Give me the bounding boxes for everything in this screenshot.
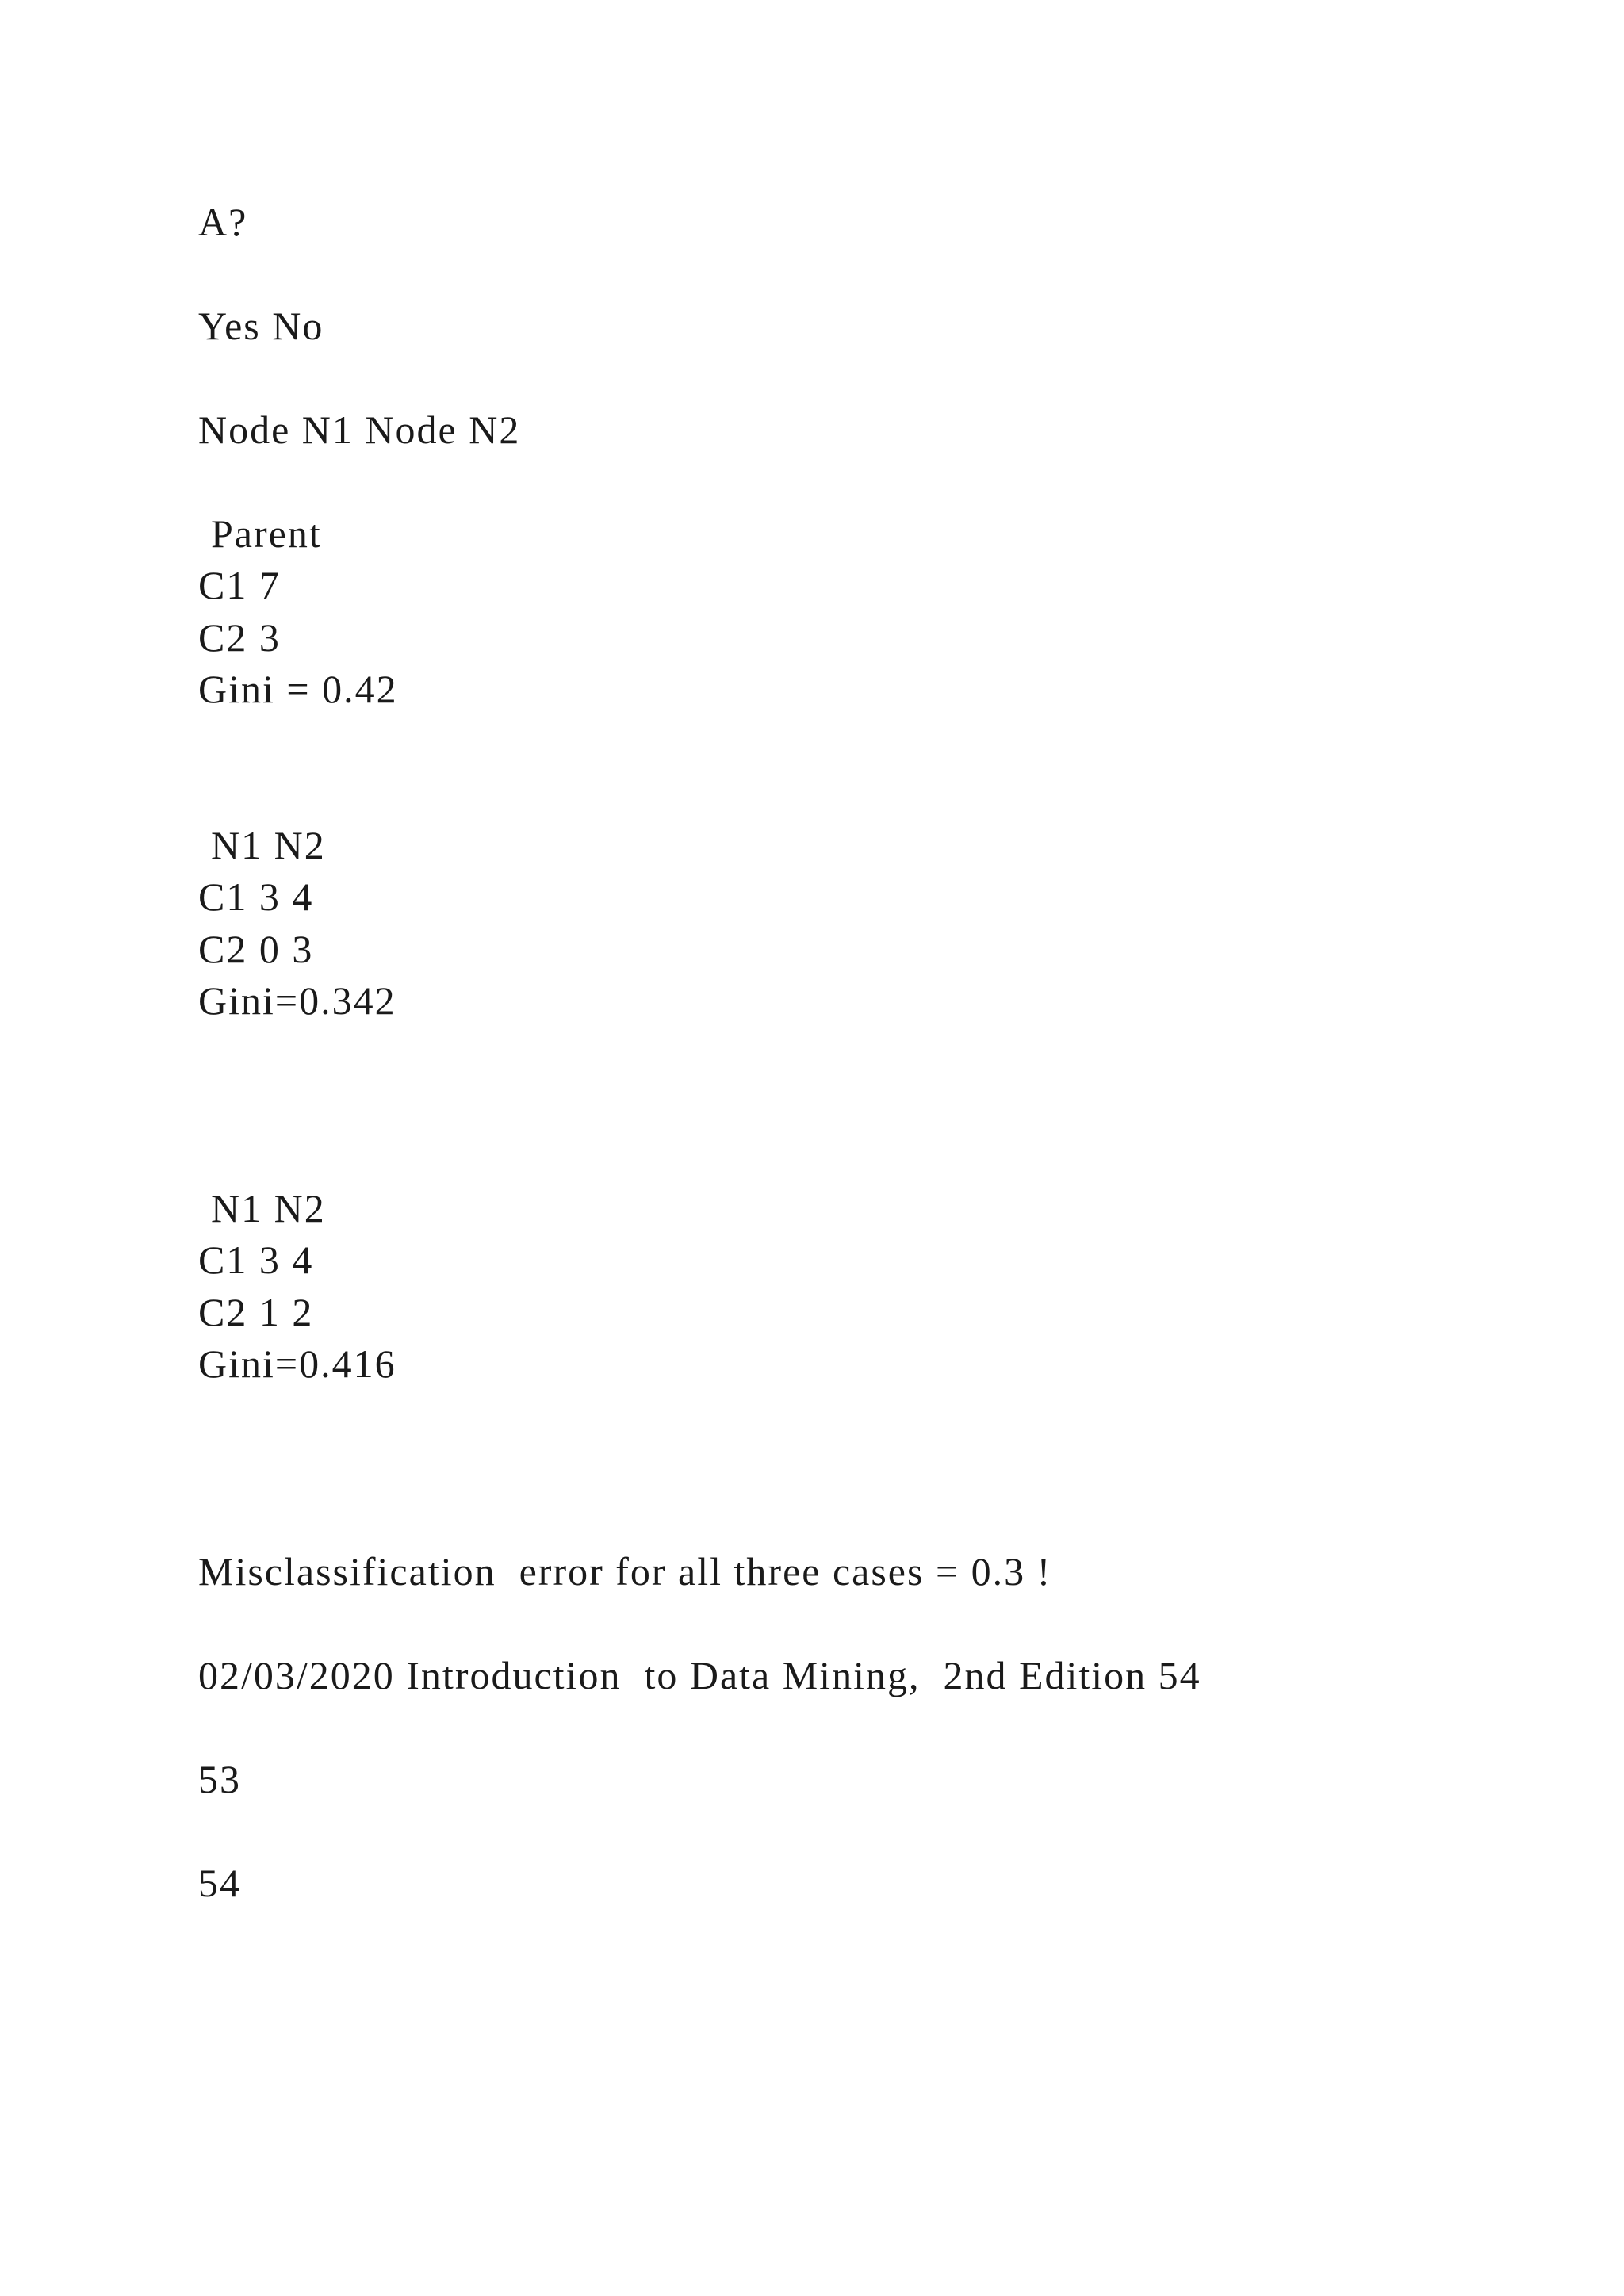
node-labels: Node N1 Node N2 (198, 408, 521, 452)
case1-table-gini: Gini=0.342 (198, 978, 396, 1023)
slide-footer: 02/03/2020 Introduction to Data Mining, 2nd Edition 54 (198, 1653, 1201, 1697)
split-question: A? (198, 200, 248, 244)
case2-table-row-c1: C1 3 4 (198, 1238, 314, 1282)
misclassification-note: Misclassification error for all three cases = 0.3 ! (198, 1549, 1052, 1594)
page-number-54: 54 (198, 1861, 241, 1905)
case2-table-gini: Gini=0.416 (198, 1341, 396, 1386)
parent-table-header: Parent (211, 511, 322, 556)
case1-table-row-c2: C2 0 3 (198, 927, 314, 971)
parent-table-row-c1: C1 7 (198, 563, 281, 607)
parent-table-gini: Gini = 0.42 (198, 667, 398, 711)
case1-table-header: N1 N2 (211, 823, 326, 867)
branch-labels: Yes No (198, 304, 324, 348)
case2-table-header: N1 N2 (211, 1186, 326, 1230)
page-number-53: 53 (198, 1757, 241, 1801)
parent-table-row-c2: C2 3 (198, 615, 281, 660)
case2-table-row-c2: C2 1 2 (198, 1290, 314, 1334)
case1-table-row-c1: C1 3 4 (198, 874, 314, 919)
